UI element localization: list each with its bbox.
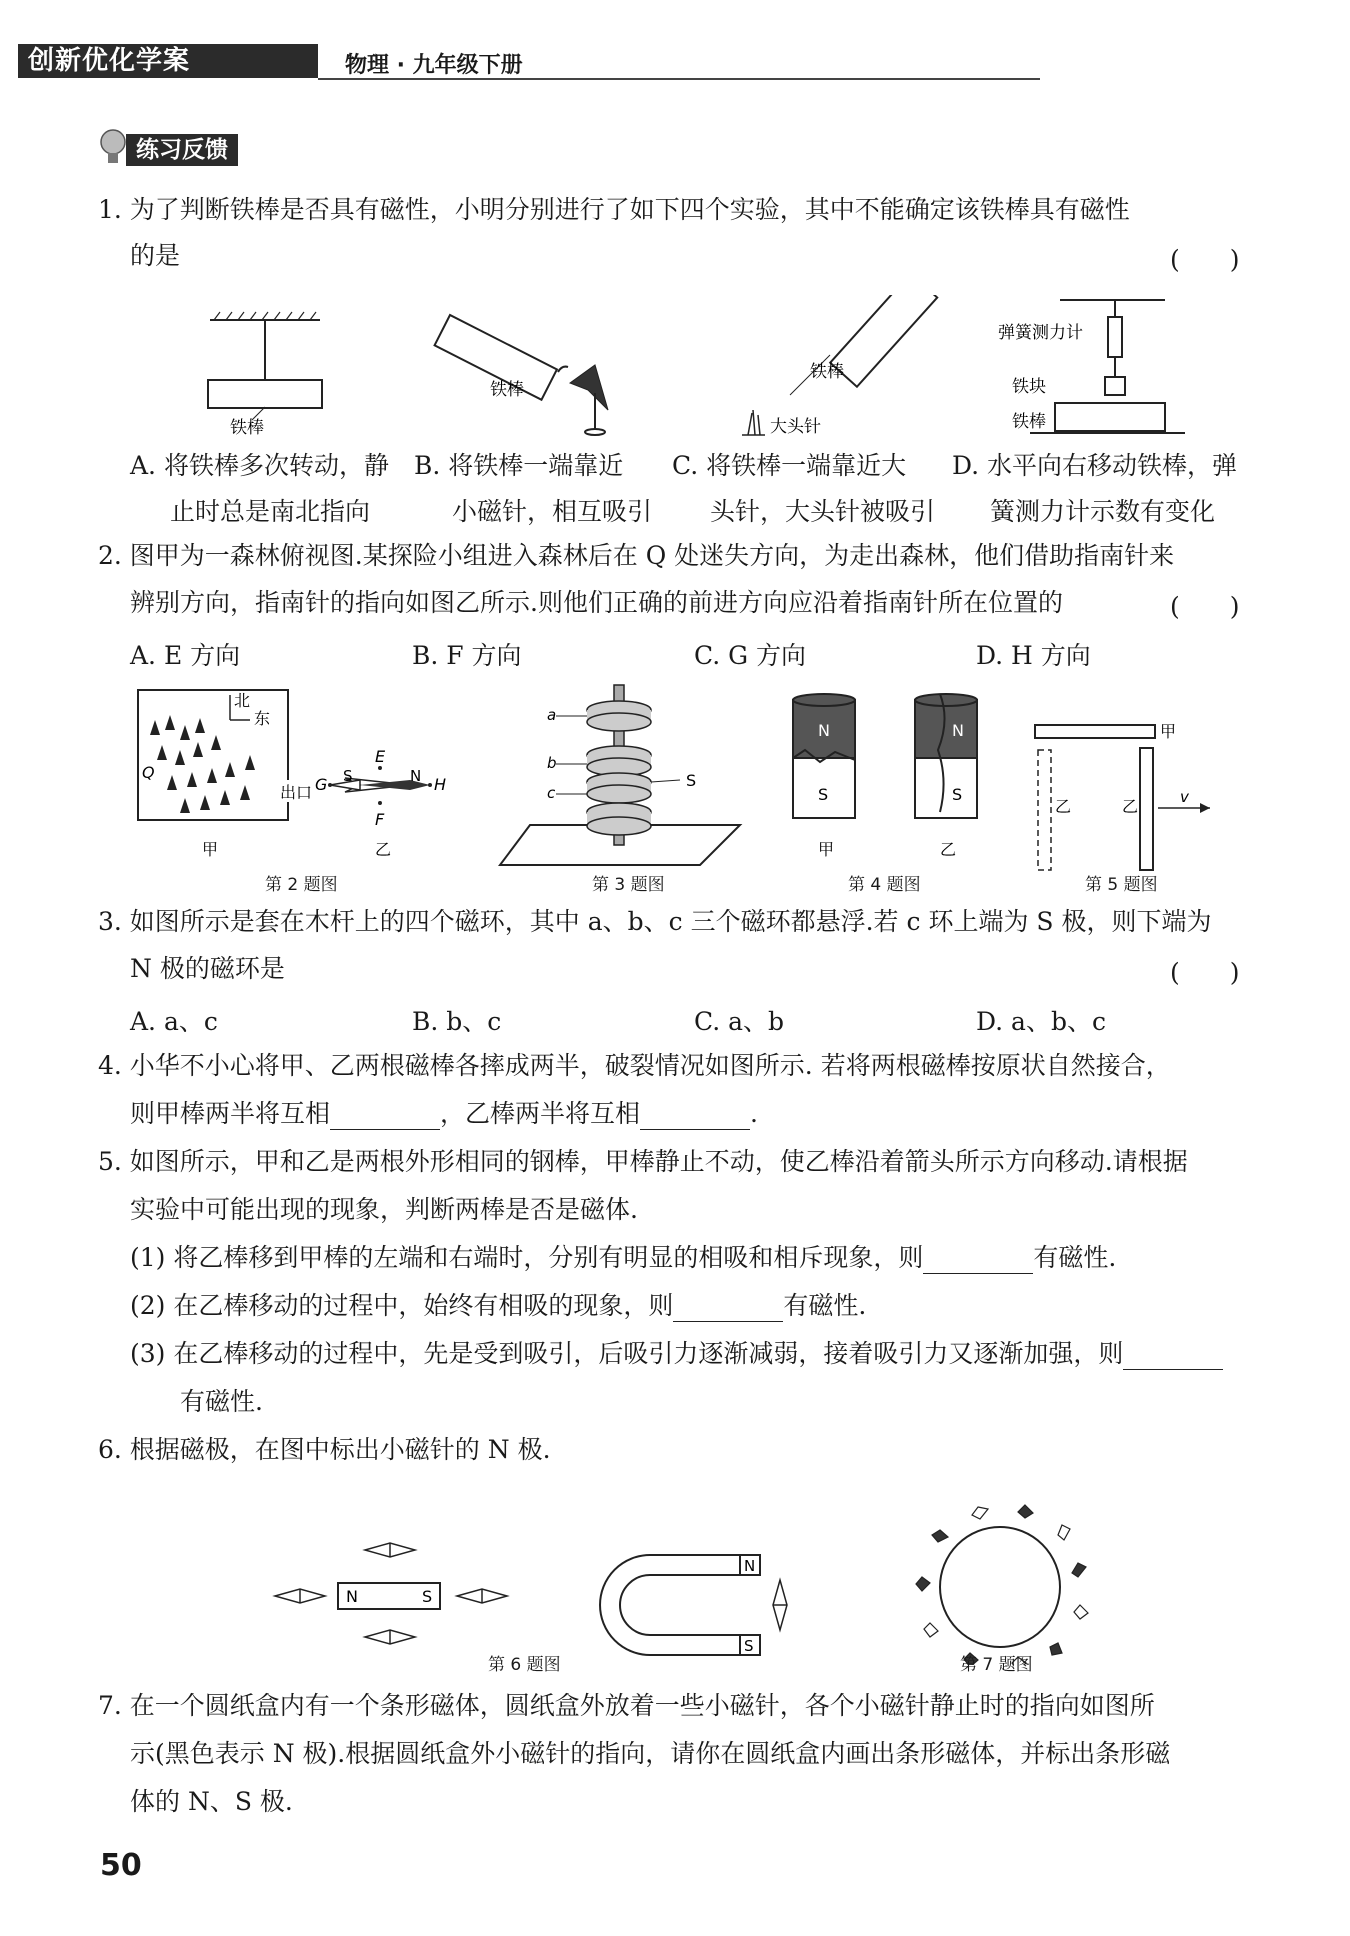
forest-jia: 甲 (202, 840, 219, 859)
q5-blank-2[interactable] (673, 1297, 783, 1322)
q1-label-iron-c: 铁棒 (810, 362, 844, 382)
magnet-jia-n: N (818, 721, 830, 740)
q5-sub1-tail: 有磁性. (1033, 1243, 1117, 1272)
compass-h: H (434, 775, 447, 794)
q1-fig-a (208, 312, 322, 438)
q1-option-d-line2: 簧测力计示数有变化 (990, 497, 1216, 526)
q6-line1: 6. 根据磁极，在图中标出小磁针的 N 极. (98, 1435, 551, 1464)
ring-c: c (547, 784, 556, 802)
q3-line2: N 极的磁环是 (130, 954, 285, 983)
fig2-forest (138, 690, 312, 859)
compass-f: F (375, 810, 385, 829)
q4-line1: 4. 小华不小心将甲、乙两根磁棒各摔成两半，破裂情况如图所示. 若将两根磁棒按原状自然接合， (98, 1051, 1171, 1080)
q2-option-d: D. H 方向 (976, 641, 1091, 670)
bar-velocity: v (1180, 788, 1189, 806)
caption-fig2: 第 2 题图 (265, 875, 338, 895)
q2-line2: 辨别方向，指南针的指向如图乙所示.则他们正确的前进方向应沿着指南针所在位置的 (130, 588, 1063, 617)
q1-line2: 的是 (130, 241, 181, 270)
figure-row (130, 680, 1230, 880)
q1-fig-b (435, 315, 608, 435)
caption-fig7: 第 7 题图 (960, 1655, 1033, 1675)
header-subject: 物理 · 九年级下册 (345, 53, 523, 78)
ring-s: S (686, 771, 697, 790)
q5-sub1-text: (1) 将乙棒移到甲棒的左端和右端时，分别有明显的相吸和相斥现象，则 (130, 1243, 924, 1272)
fig7-circle (916, 1505, 1088, 1665)
magnet-jia-label: 甲 (818, 840, 835, 859)
q5-blank-1[interactable] (923, 1249, 1033, 1274)
q3-option-b: B. b、c (412, 1007, 502, 1036)
bar-yi: 乙 (1122, 797, 1139, 816)
magnet-jia-s: S (818, 785, 829, 804)
q1-option-c-line1: C. 将铁棒一端靠近大 (672, 451, 907, 480)
caption-fig4: 第 4 题图 (848, 875, 921, 895)
q4-line2-part1: 则甲棒两半将互相 (130, 1099, 331, 1128)
bar-magnet-n: N (346, 1587, 358, 1606)
q1-figures (190, 295, 1220, 445)
q2-answer-paren: ( ) (1170, 592, 1240, 621)
q1-label-pin: 大头针 (770, 417, 821, 437)
u-magnet-n: N (744, 1557, 756, 1575)
fig6-bar-magnet (275, 1543, 507, 1644)
q1-label-iron-b: 铁棒 (490, 380, 524, 400)
fig4-magnets (793, 694, 977, 859)
q5-sub1 (130, 1242, 1116, 1274)
q2-line1: 2. 图甲为一森林俯视图.某探险小组进入森林后在 Q 处迷失方向，为走出森林，他们借助指南针来 (98, 541, 1175, 570)
q1-option-b-line2: 小磁针，相互吸引 (452, 497, 653, 526)
fig5-bars (1035, 722, 1210, 870)
q4-blank-1[interactable] (330, 1105, 440, 1130)
q5-blank-3[interactable] (1123, 1345, 1223, 1370)
compass-yi: 乙 (375, 840, 392, 859)
compass-g: G (315, 775, 328, 794)
q7-line3: 体的 N、S 极. (130, 1787, 293, 1816)
q1-fig-d (998, 300, 1185, 433)
q1-option-b-line1: B. 将铁棒一端靠近 (414, 451, 624, 480)
q1-label-spring: 弹簧测力计 (998, 323, 1083, 343)
q2-option-b: B. F 方向 (412, 641, 522, 670)
fig3-rings (500, 685, 740, 865)
q5-sub3-tail: 有磁性. (180, 1387, 263, 1416)
header-rule (318, 78, 1040, 80)
q3-option-c: C. a、b (694, 1007, 785, 1036)
q2-option-c: C. G 方向 (694, 641, 807, 670)
q1-fig-c (742, 295, 937, 437)
fig6-7 (250, 1485, 1130, 1665)
magnet-yi-s: S (952, 785, 963, 804)
q4-line2-part2: ，乙棒两半将互相 (440, 1099, 641, 1128)
caption-fig6: 第 6 题图 (488, 1655, 561, 1675)
q1-label-block: 铁块 (1012, 377, 1046, 397)
q1-option-d-line1: D. 水平向右移动铁棒，弹 (952, 451, 1238, 480)
compass-s: S (343, 767, 353, 785)
q1-line1: 1. 为了判断铁棒是否具有磁性，小明分别进行了如下四个实验，其中不能确定该铁棒具有磁性 (98, 195, 1130, 224)
compass-n: N (410, 767, 422, 785)
caption-fig5: 第 5 题图 (1085, 875, 1158, 895)
bar-magnet-s: S (422, 1587, 433, 1606)
q5-sub3 (130, 1338, 1223, 1370)
forest-q: Q (142, 763, 155, 782)
fig6-u-magnet (600, 1555, 787, 1655)
caption-fig3: 第 3 题图 (592, 875, 665, 895)
forest-exit: 出口 (280, 783, 313, 802)
q4-blank-2[interactable] (640, 1105, 750, 1130)
u-magnet-s: S (744, 1637, 754, 1655)
q4-line2-part3: . (750, 1099, 758, 1128)
q4-line2 (130, 1098, 758, 1130)
compass-e: E (375, 747, 386, 766)
q5-sub2 (130, 1290, 866, 1322)
bar-yi-dashed: 乙 (1055, 797, 1072, 816)
ring-a: a (547, 706, 557, 724)
header-brand: 创新优化学案 (28, 46, 191, 76)
q7-line2: 示(黑色表示 N 极).根据圆纸盒外小磁针的指向，请你在圆纸盒内画出条形磁体，并标出条形磁 (130, 1739, 1171, 1768)
q1-option-a-line1: A. 将铁棒多次转动，静 (130, 451, 389, 480)
q1-option-a-line2: 止时总是南北指向 (170, 497, 371, 526)
magnet-yi-label: 乙 (940, 840, 957, 859)
section-title: 练习反馈 (126, 134, 238, 166)
lightbulb-icon (98, 128, 128, 168)
q5-line2: 实验中可能出现的现象，判断两棒是否是磁体. (130, 1195, 638, 1224)
q5-sub2-tail: 有磁性. (783, 1291, 867, 1320)
q1-label-iron-d: 铁棒 (1012, 412, 1046, 432)
fig2-compass (315, 747, 446, 859)
bar-jia: 甲 (1160, 722, 1177, 741)
q5-sub2-text: (2) 在乙棒移动的过程中，始终有相吸的现象，则 (130, 1291, 674, 1320)
q5-sub3-text: (3) 在乙棒移动的过程中，先是受到吸引，后吸引力逐渐减弱，接着吸引力又逐渐加强，则 (130, 1339, 1124, 1368)
q3-option-d: D. a、b、c (976, 1007, 1106, 1036)
q5-line1: 5. 如图所示，甲和乙是两根外形相同的钢棒，甲棒静止不动，使乙棒沿着箭头所示方向移动.请根据 (98, 1147, 1188, 1176)
q1-option-c-line2: 头针，大头针被吸引 (710, 497, 936, 526)
q1-answer-paren: ( ) (1170, 245, 1240, 274)
magnet-yi-n: N (952, 721, 964, 740)
forest-east: 东 (254, 709, 271, 728)
q3-line1: 3. 如图所示是套在木杆上的四个磁环，其中 a、b、c 三个磁环都悬浮.若 c 环上端为 S 极，则下端为 (98, 907, 1212, 936)
q3-option-a: A. a、c (130, 1007, 218, 1036)
q2-option-a: A. E 方向 (130, 641, 241, 670)
ring-b: b (547, 754, 557, 772)
page-number: 50 (100, 1848, 142, 1883)
forest-north: 北 (234, 691, 251, 710)
q1-label-iron-a: 铁棒 (230, 418, 264, 438)
q7-line1: 7. 在一个圆纸盒内有一个条形磁体，圆纸盒外放着一些小磁针，各个小磁针静止时的指向如图所 (98, 1691, 1155, 1720)
q3-answer-paren: ( ) (1170, 958, 1240, 987)
